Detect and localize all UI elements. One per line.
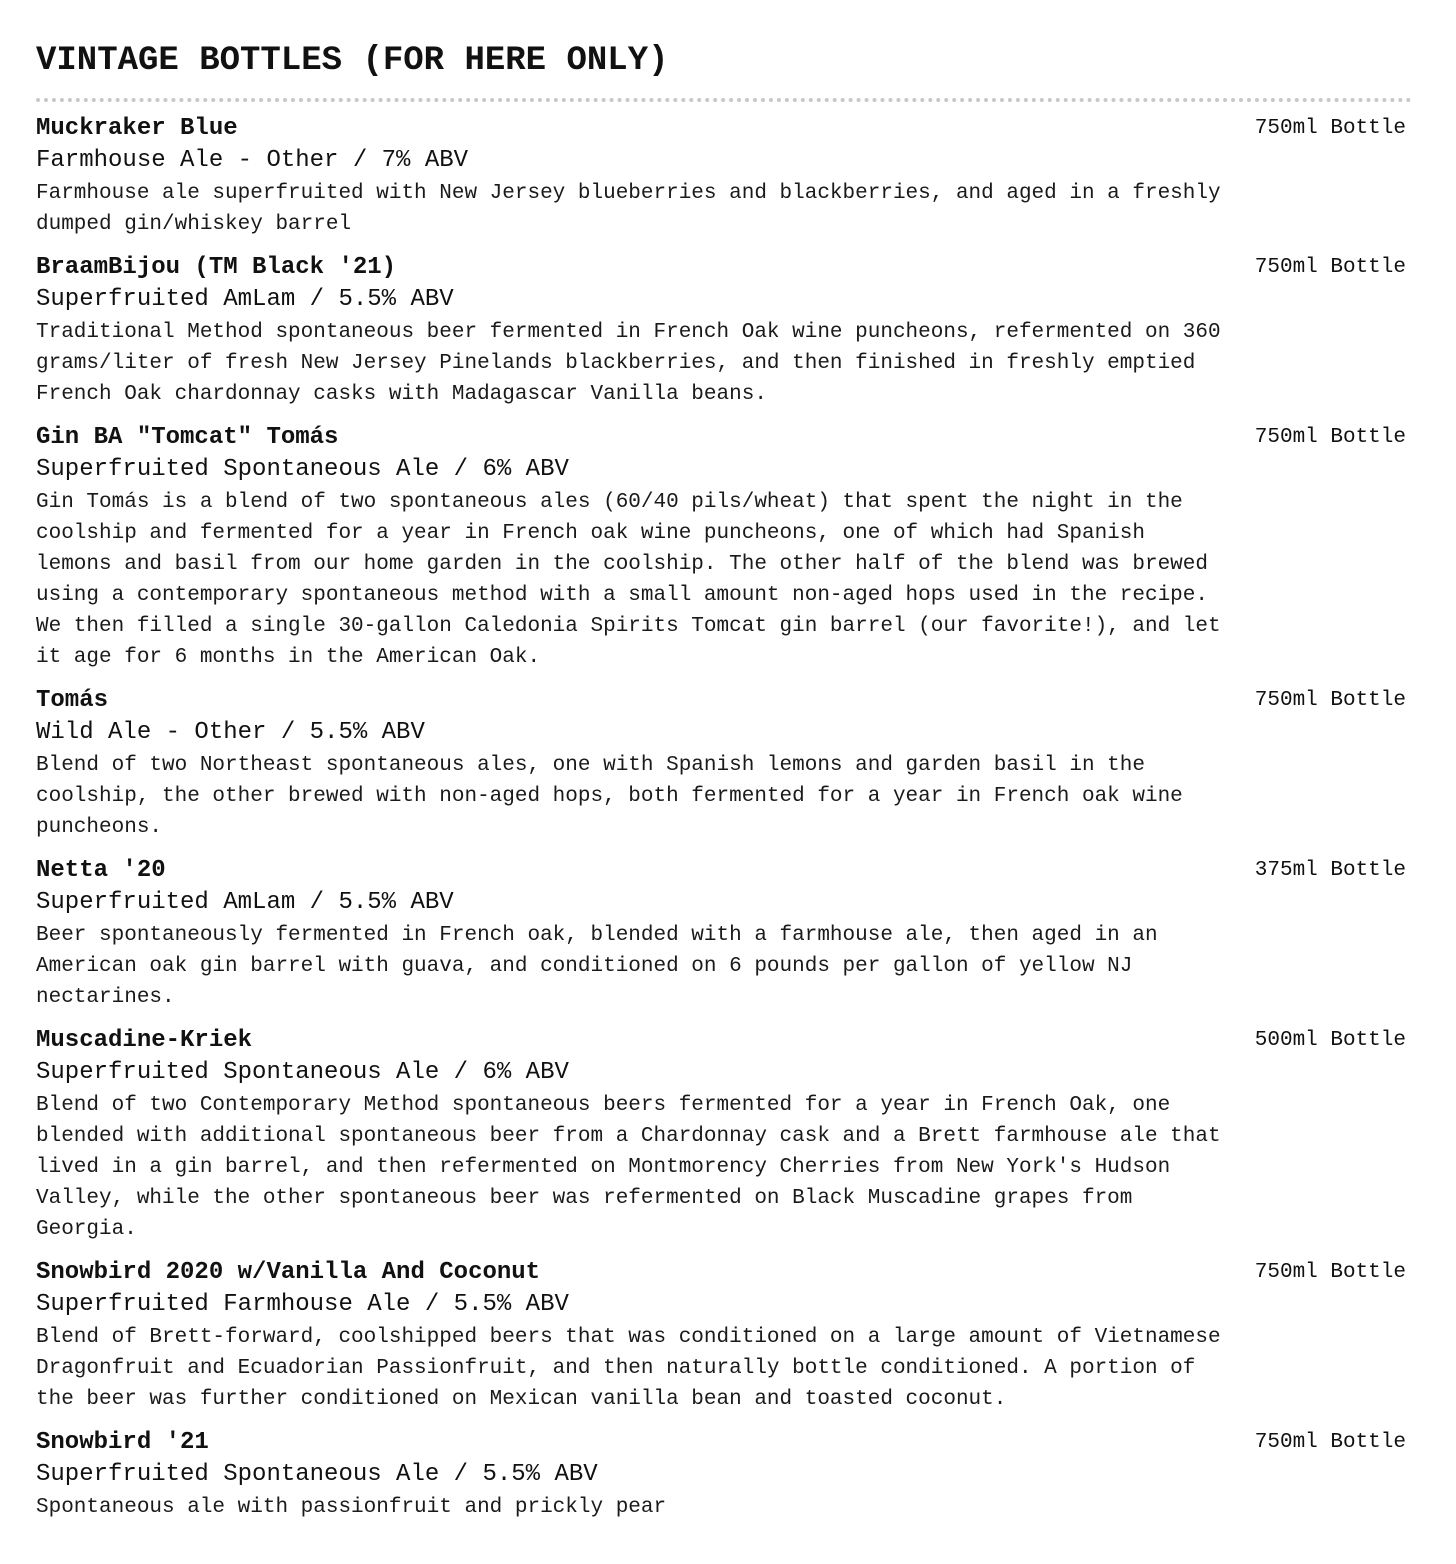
- menu-item: [36, 855, 1412, 1025]
- menu-item-list: [36, 113, 1412, 1535]
- menu-item: [36, 685, 1412, 855]
- section-title: VINTAGE BOTTLES (FOR HERE ONLY): [36, 42, 669, 80]
- beer-style-abv: Superfruited AmLam / 5.5% ABV: [36, 286, 454, 313]
- vintage-bottles-menu: [36, 38, 1412, 1535]
- beer-name: Tomás: [36, 687, 109, 714]
- beer-name: Snowbird 2020 w/Vanilla And Coconut: [36, 1259, 541, 1286]
- bottle-size: 375ml Bottle: [1254, 859, 1406, 882]
- bottle-size: 750ml Bottle: [1254, 1261, 1406, 1284]
- menu-item: [36, 1025, 1412, 1257]
- beer-name: Snowbird '21: [36, 1429, 209, 1456]
- beer-description: Blend of two Northeast spontaneous ales, one with Spanish lemons and garden basil in the coolship, the other brewed with non-aged hops, both fermented for a year in French oak wine puncheons.: [36, 754, 1183, 839]
- bottle-size: 750ml Bottle: [1254, 1431, 1406, 1454]
- bottle-size: 750ml Bottle: [1254, 426, 1406, 449]
- beer-description: Farmhouse ale superfruited with New Jersey blueberries and blackberries, and aged in a freshly dumped gin/whiskey barrel: [36, 182, 1221, 236]
- menu-item: [36, 113, 1412, 252]
- beer-style-abv: Superfruited Spontaneous Ale / 5.5% ABV: [36, 1461, 598, 1488]
- beer-description: Traditional Method spontaneous beer fermented in French Oak wine puncheons, refermented on 360 grams/liter of fresh New Jersey Pinelands blackberries, and then finished in freshly emptied French Oak chardonnay casks with Madagascar Vanilla beans.: [36, 321, 1221, 406]
- beer-name: Muckraker Blue: [36, 115, 238, 142]
- beer-name: Netta '20: [36, 857, 166, 884]
- beer-name: Muscadine-Kriek: [36, 1027, 253, 1054]
- beer-style-abv: Superfruited Spontaneous Ale / 6% ABV: [36, 1059, 569, 1086]
- beer-style-abv: Superfruited Farmhouse Ale / 5.5% ABV: [36, 1291, 569, 1318]
- beer-description: Blend of Brett-forward, coolshipped beers that was conditioned on a large amount of Vietnamese Dragonfruit and Ecuadorian Passionfruit, and then naturally bottle conditioned. A portion of the beer was further conditioned on Mexican vanilla bean and toasted coconut.: [36, 1326, 1221, 1411]
- menu-item: [36, 252, 1412, 422]
- beer-style-abv: Farmhouse Ale - Other / 7% ABV: [36, 147, 469, 174]
- menu-item: [36, 1427, 1412, 1535]
- beer-description: Beer spontaneously fermented in French oak, blended with a farmhouse ale, then aged in an American oak gin barrel with guava, and conditioned on 6 pounds per gallon of yellow NJ nectarines.: [36, 924, 1158, 1009]
- bottle-size: 750ml Bottle: [1254, 117, 1406, 140]
- beer-description: Blend of two Contemporary Method spontaneous beers fermented for a year in French Oak, one blended with additional spontaneous beer from a Chardonnay cask and a Brett farmhouse ale that lived in a gin barrel, and then refermented on Montmorency Cherries from New York's Hudson Valley, while the other spontaneous beer was refermented on Black Muscadine grapes from Georgia.: [36, 1094, 1221, 1241]
- beer-style-abv: Superfruited Spontaneous Ale / 6% ABV: [36, 456, 569, 483]
- bottle-size: 750ml Bottle: [1254, 256, 1406, 279]
- beer-name: BraamBijou (TM Black '21): [36, 254, 397, 281]
- dotted-divider: [36, 98, 1412, 102]
- menu-item: [36, 422, 1412, 685]
- beer-style-abv: Wild Ale - Other / 5.5% ABV: [36, 719, 425, 746]
- beer-description: Spontaneous ale with passionfruit and prickly pear: [36, 1496, 667, 1519]
- beer-description: Gin Tomás is a blend of two spontaneous ales (60/40 pils/wheat) that spent the night in the coolship and fermented for a year in French oak wine puncheons, one of which had Spanish lemons and basil from our home garden in the coolship. The other half of the blend was brewed using a contemporary spontaneous method with a small amount non-aged hops used in the recipe. We then filled a single 30-gallon Caledonia Spirits Tomcat gin barrel (our favorite!), and let it age for 6 months in the American Oak.: [36, 491, 1221, 669]
- bottle-size: 750ml Bottle: [1254, 689, 1406, 712]
- bottle-size: 500ml Bottle: [1254, 1029, 1406, 1052]
- menu-item: [36, 1257, 1412, 1427]
- beer-name: Gin BA "Tomcat" Tomás: [36, 424, 339, 451]
- beer-style-abv: Superfruited AmLam / 5.5% ABV: [36, 889, 454, 916]
